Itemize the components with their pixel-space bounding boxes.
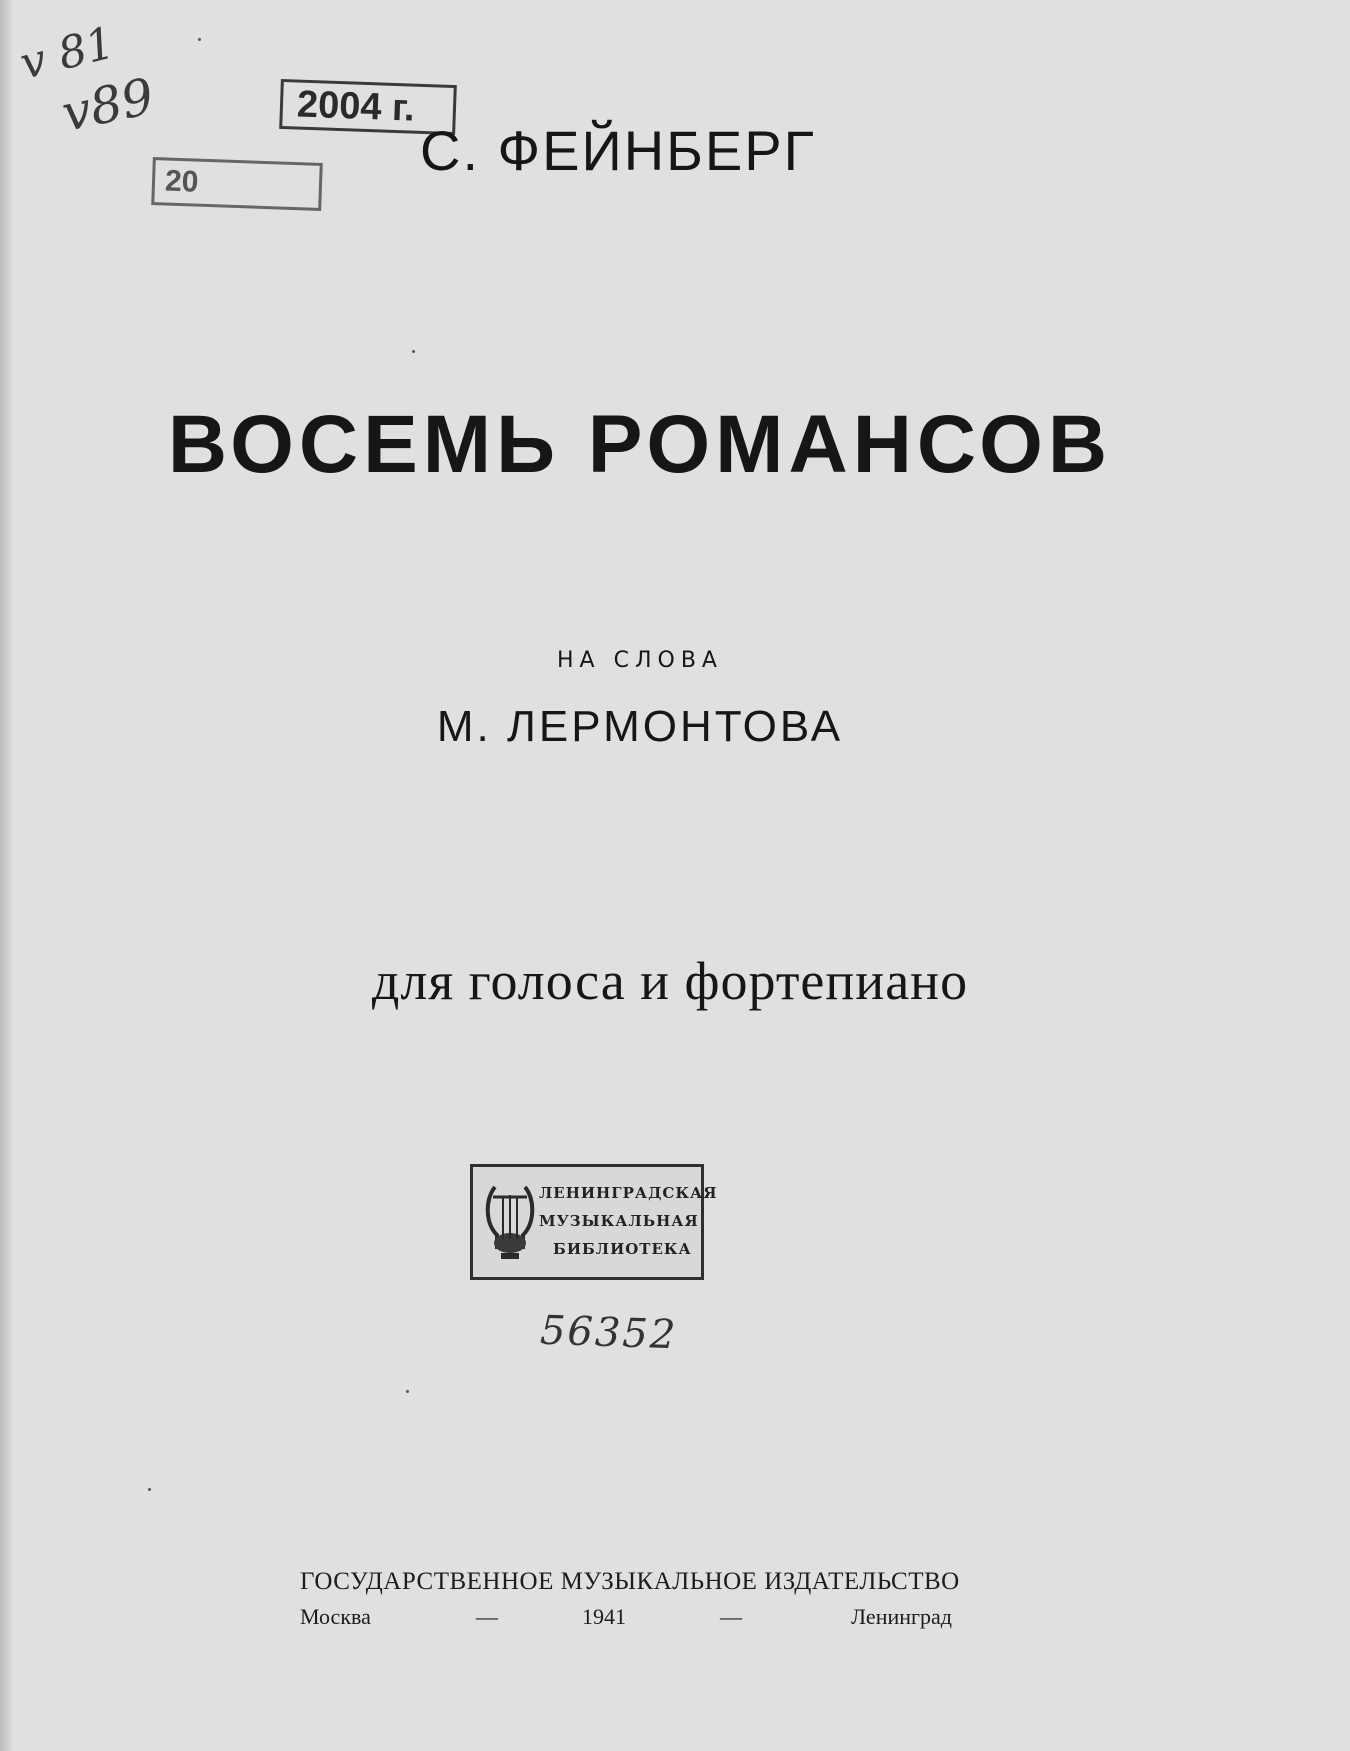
paper-speck — [412, 350, 415, 353]
imprint-dash: — — [476, 1604, 498, 1629]
poet-name: М. ЛЕРМОНТОВА — [436, 702, 844, 751]
work-title: ВОСЕМЬ РОМАНСОВ — [167, 399, 1113, 490]
handwritten-shelf-mark: v 81 — [15, 17, 120, 90]
library-stamp-line: ЛЕНИНГРАДСКАЯ — [539, 1184, 718, 1202]
words-by-label: НА СЛОВА — [557, 648, 723, 673]
imprint-city: Москва — [300, 1604, 371, 1629]
author-name: С. ФЕЙНБЕРГ — [420, 119, 816, 182]
handwritten-inventory-number: 56352 — [539, 1307, 679, 1359]
paper-speck — [148, 1488, 151, 1491]
instrumentation: для голоса и фортепиано — [371, 951, 969, 1011]
imprint-city: Ленинград — [851, 1604, 952, 1629]
faded-year-stamp: 20 — [151, 157, 323, 211]
paper-speck — [406, 1390, 409, 1393]
library-stamp — [470, 1164, 718, 1280]
imprint-line — [300, 1604, 952, 1636]
library-stamp-line: МУЗЫКАЛЬНАЯ — [539, 1212, 699, 1230]
publisher-block — [300, 1568, 960, 1636]
year-stamp: 2004 г. — [279, 79, 457, 135]
imprint-dash: — — [720, 1604, 742, 1629]
publisher-name: ГОСУДАРСТВЕННОЕ МУЗЫКАЛЬНОЕ ИЗДАТЕЛЬСТВО — [300, 1568, 960, 1595]
library-stamp-line: БИБЛИОТЕКА — [553, 1240, 692, 1258]
imprint-year: 1941 — [582, 1604, 626, 1629]
lyre-icon — [481, 1177, 539, 1263]
handwritten-shelf-mark-2: v89 — [56, 67, 159, 143]
paper-speck — [198, 38, 201, 41]
library-stamp-text — [539, 1179, 717, 1263]
